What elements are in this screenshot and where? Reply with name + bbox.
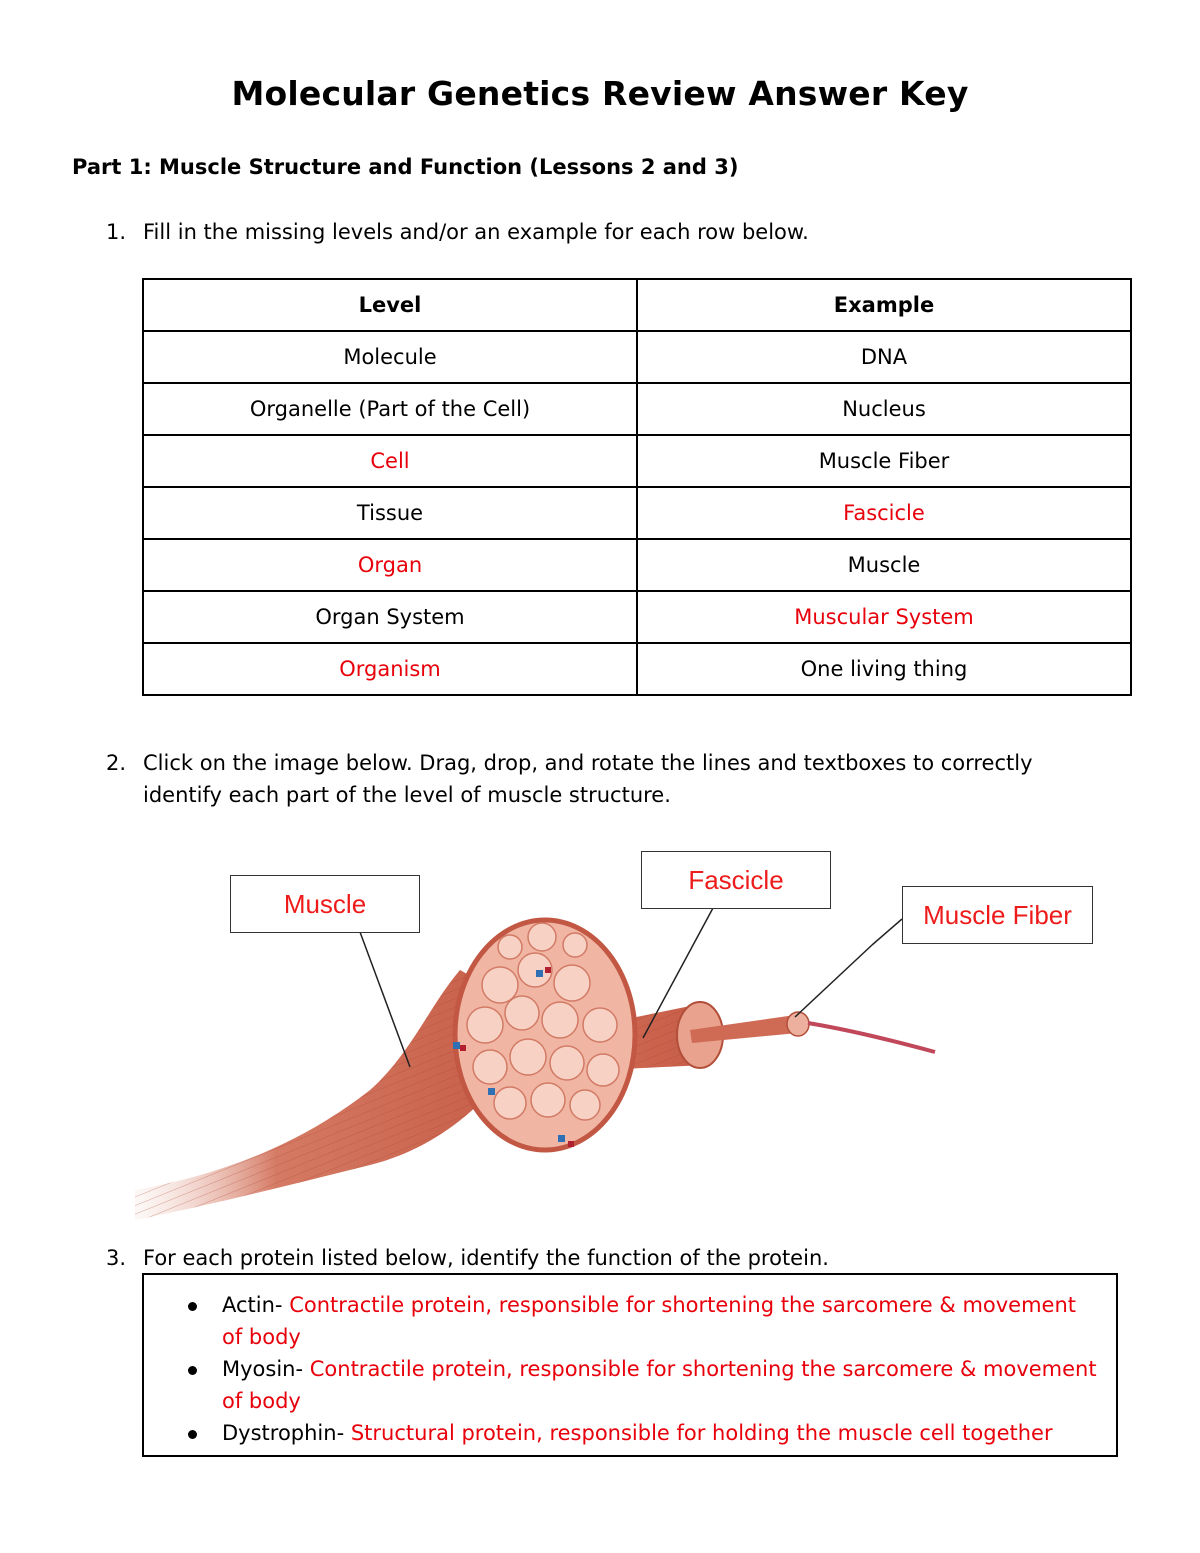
protein-function: Contractile protein, responsible for shortening the sarcomere & movement of body	[222, 1357, 1097, 1413]
protein-name: Myosin-	[222, 1357, 304, 1381]
protein-function: Structural protein, responsible for holding the muscle cell together	[350, 1421, 1053, 1445]
fascicle-label-box[interactable]	[641, 851, 831, 909]
example-cell: One living thing	[637, 643, 1131, 695]
question-number: 2.	[106, 751, 127, 775]
question-number: 3.	[106, 1246, 127, 1270]
example-cell: Muscle	[637, 539, 1131, 591]
question-text: Fill in the missing levels and/or an example for each row below.	[143, 220, 809, 244]
muscle-label: Muscle	[283, 888, 367, 919]
table-row	[143, 643, 1131, 695]
list-item	[222, 1353, 1102, 1417]
table-row	[143, 539, 1131, 591]
header-example: Example	[637, 279, 1131, 331]
bullet-icon	[188, 1366, 197, 1375]
fascicle-label: Fascicle	[688, 864, 784, 895]
part-heading: Part 1: Muscle Structure and Function (Lessons 2 and 3)	[72, 155, 739, 179]
question-text: For each protein listed below, identify the function of the protein.	[143, 1246, 829, 1270]
question-number: 1.	[106, 220, 127, 244]
table-row	[143, 383, 1131, 435]
level-cell: Molecule	[143, 331, 637, 383]
table-row	[143, 591, 1131, 643]
protein-function: Contractile protein, responsible for shortening the sarcomere & movement of body	[222, 1293, 1077, 1349]
example-cell: DNA	[637, 331, 1131, 383]
page-title: Molecular Genetics Review Answer Key	[231, 74, 969, 113]
example-cell: Muscle Fiber	[637, 435, 1131, 487]
level-cell: Tissue	[143, 487, 637, 539]
level-cell-answer: Organ	[143, 539, 637, 591]
levels-table	[142, 278, 1132, 696]
list-item	[222, 1417, 1122, 1449]
header-level: Level	[143, 279, 637, 331]
level-cell-answer: Cell	[143, 435, 637, 487]
muscle-structure-diagram[interactable]	[130, 845, 1100, 1225]
muscle-label-box[interactable]	[230, 875, 420, 933]
fiber-label-box[interactable]	[902, 886, 1093, 944]
table-row	[143, 331, 1131, 383]
level-cell: Organelle (Part of the Cell)	[143, 383, 637, 435]
protein-name: Dystrophin-	[222, 1421, 345, 1445]
list-item	[222, 1289, 1102, 1353]
muscle-pointer-line	[360, 932, 410, 1067]
level-cell-answer: Organism	[143, 643, 637, 695]
example-cell: Nucleus	[637, 383, 1131, 435]
bullet-icon	[188, 1430, 197, 1439]
question-text: Click on the image below. Drag, drop, and rotate the lines and textboxes to correctly identify each part of the level of muscle structure.	[143, 751, 1033, 807]
myofibril-strand	[808, 1023, 935, 1052]
table-row	[143, 487, 1131, 539]
example-cell-answer: Muscular System	[637, 591, 1131, 643]
protein-name: Actin-	[222, 1293, 283, 1317]
level-cell: Organ System	[143, 591, 637, 643]
bullet-icon	[188, 1302, 197, 1311]
protein-functions-box	[142, 1273, 1118, 1457]
fiber-pointer-line	[872, 919, 902, 945]
table-row	[143, 435, 1131, 487]
fiber-label: Muscle Fiber	[923, 899, 1072, 930]
table-header-row	[143, 279, 1131, 331]
example-cell-answer: Fascicle	[637, 487, 1131, 539]
